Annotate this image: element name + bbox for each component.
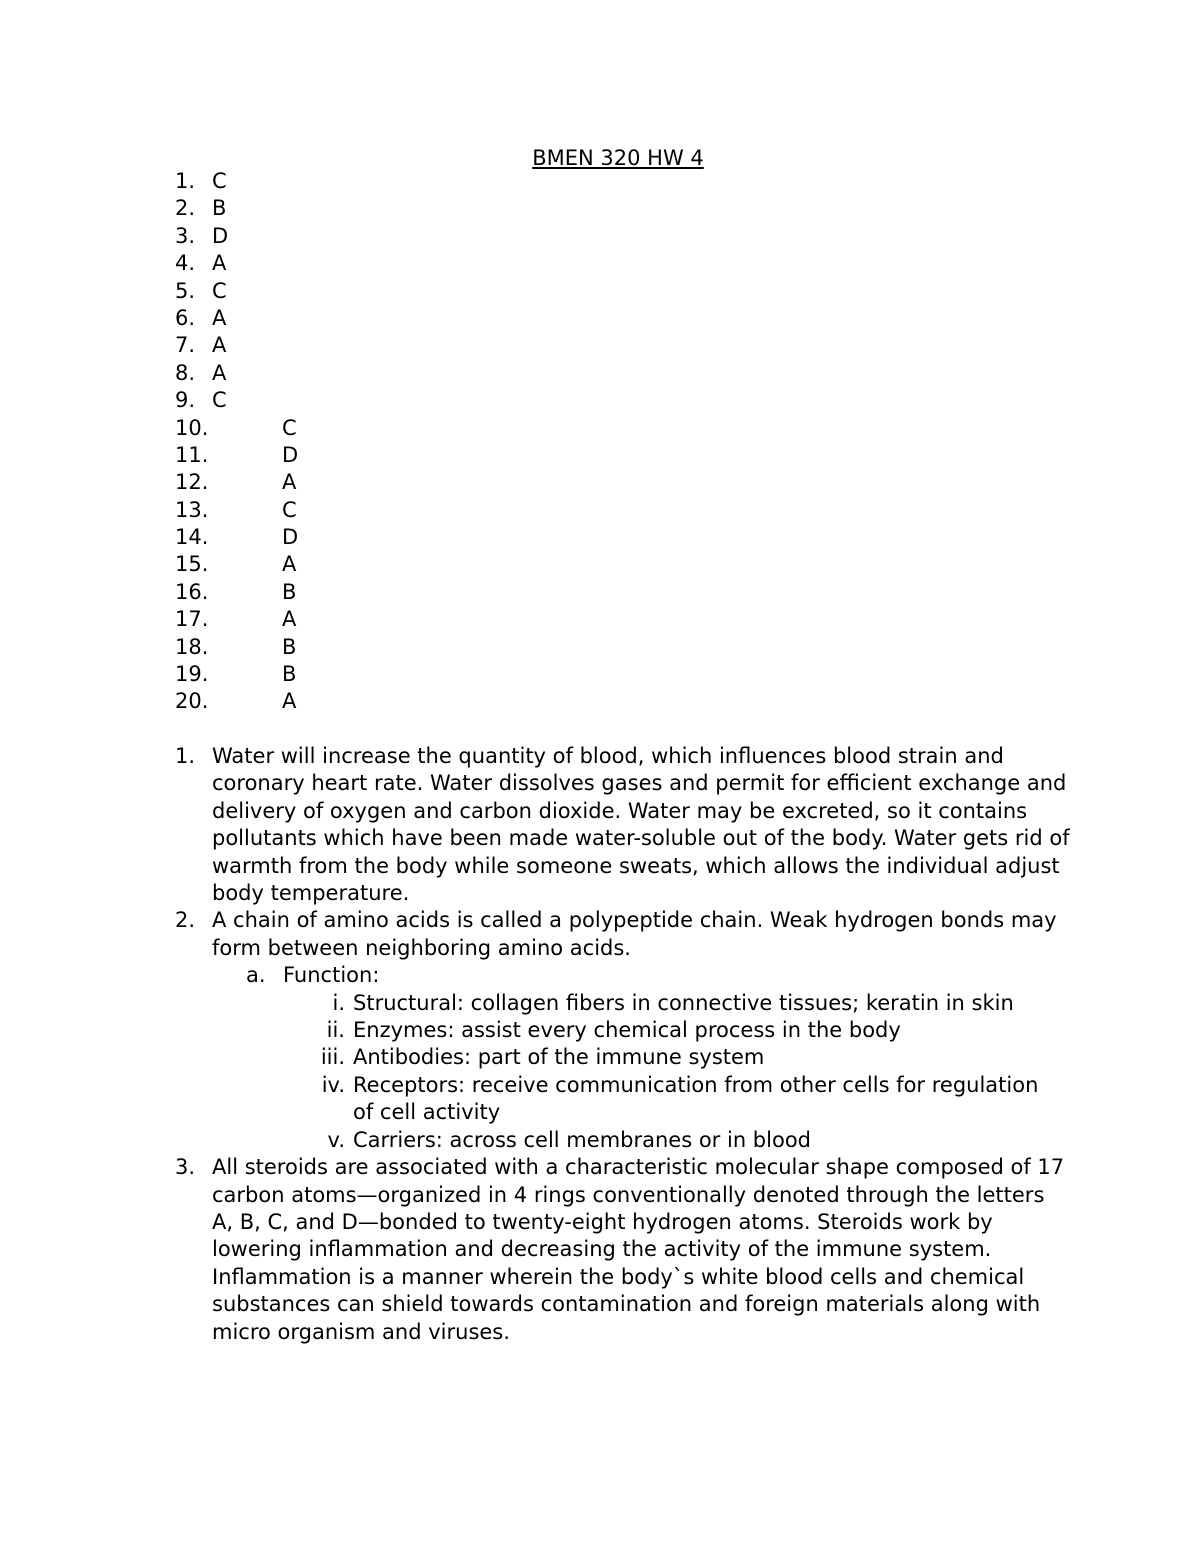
- mc-answer-row: [0, 661, 600, 688]
- mc-answer-row: [0, 415, 600, 442]
- mc-number: 8.: [175, 360, 196, 385]
- mc-answer: A: [212, 251, 227, 276]
- short-answer-text: A chain of amino acids is called a polypeptide chain. Weak hydrogen bonds may form between neighboring amino acids.: [212, 908, 1057, 960]
- function-item-text: Structural: collagen fibers in connective tissues; keratin in skin: [353, 990, 1014, 1015]
- short-answer-text: Water will increase the quantity of blood, which influences blood strain and coronary heart rate. Water dissolves gases and permit for efficient exchange and delivery of oxygen and carbon dioxide. Water may be excreted, so it contains pollutants which have been made water-soluble out of the body. Water gets rid of warmth from the body while someone sweats, which allows the individual adjust body temperature.: [212, 744, 1070, 906]
- mc-answer-row: [0, 332, 600, 359]
- roman-numeral: i.: [332, 990, 345, 1015]
- mc-answer-row: [0, 579, 600, 606]
- mc-number: 2.: [175, 196, 196, 221]
- mc-answer-row: [0, 305, 600, 332]
- mc-answer: A: [282, 470, 297, 495]
- mc-answer: B: [282, 662, 297, 687]
- function-subsection: [0, 962, 1083, 989]
- mc-answer-row: [0, 442, 600, 469]
- mc-number: 14.: [175, 525, 209, 550]
- mc-answer: A: [212, 360, 227, 385]
- roman-numeral: iii.: [320, 1045, 345, 1070]
- mc-answer: C: [282, 415, 297, 440]
- mc-answer-row: [0, 250, 600, 277]
- mc-answer: D: [282, 442, 299, 467]
- subsection-label: Function:: [283, 963, 380, 988]
- mc-number: 12.: [175, 470, 209, 495]
- mc-number: 13.: [175, 497, 209, 522]
- mc-answer: C: [212, 169, 227, 193]
- mc-number: 4.: [175, 251, 196, 276]
- function-item-text: Enzymes: assist every chemical process in the body: [353, 1018, 901, 1043]
- short-answer-1: [0, 743, 1072, 907]
- mc-answer-row: [0, 634, 600, 661]
- mc-answer-row: [0, 168, 600, 195]
- mc-number: 17.: [175, 607, 209, 632]
- function-item-text: Carriers: across cell membranes or in blood: [353, 1127, 811, 1152]
- mc-answer: B: [282, 634, 297, 659]
- mc-answer-row: [0, 469, 600, 496]
- function-item-text: Receptors: receive communication from other cells for regulation of cell activity: [353, 1072, 1039, 1125]
- document-title: BMEN 320 HW 4: [532, 146, 704, 170]
- mc-number: 16.: [175, 579, 209, 604]
- mc-answer-row: [0, 606, 600, 633]
- mc-answer: C: [212, 278, 227, 303]
- mc-number: 3.: [175, 223, 196, 248]
- subsection-letter: a.: [246, 963, 266, 988]
- multiple-choice-answer-list: [0, 168, 600, 716]
- mc-answer: A: [212, 305, 227, 330]
- mc-answer-row: [0, 278, 600, 305]
- mc-answer: C: [282, 497, 297, 522]
- mc-number: 1.: [175, 169, 196, 193]
- mc-answer: A: [282, 607, 297, 632]
- mc-answer: D: [212, 223, 229, 248]
- function-item: [0, 1044, 1063, 1071]
- mc-answer-row: [0, 551, 600, 578]
- roman-numeral: v.: [327, 1127, 345, 1152]
- short-answer-list: [0, 743, 1200, 1346]
- mc-answer-row: [0, 223, 600, 250]
- mc-answer: B: [212, 196, 227, 221]
- short-answer-number: 2.: [175, 908, 196, 933]
- mc-answer: B: [282, 579, 297, 604]
- roman-numeral: ii.: [326, 1018, 345, 1043]
- mc-number: 9.: [175, 388, 196, 413]
- mc-answer-row: [0, 387, 600, 414]
- mc-number: 6.: [175, 305, 196, 330]
- mc-answer-row: [0, 360, 600, 387]
- mc-number: 19.: [175, 662, 209, 687]
- mc-number: 18.: [175, 634, 209, 659]
- short-answer-text: All steroids are associated with a characteristic molecular shape composed of 17 carbon atoms—organized in 4 rings conventionally denoted through the letters A, B, C, and D—bonded to twenty-eight hydrogen atoms. Steroids work by lowering inflammation and decreasing the activity of the immune system. Inflammation is a manner wherein the body`s white blood cells and chemical substances can shield towards contamination and foreign materials along with micro organism and viruses.: [212, 1155, 1065, 1344]
- function-item: [0, 990, 1063, 1017]
- function-item: [0, 1017, 1063, 1044]
- mc-number: 10.: [175, 415, 209, 440]
- mc-answer: A: [212, 333, 227, 358]
- mc-answer: A: [282, 689, 297, 714]
- function-item: [0, 1127, 1063, 1154]
- mc-answer-row: [0, 497, 600, 524]
- function-item-text: Antibodies: part of the immune system: [353, 1045, 765, 1070]
- short-answer-2: [0, 907, 1072, 1154]
- function-item: [0, 1072, 1063, 1127]
- short-answer-3: [0, 1154, 1072, 1346]
- mc-answer: C: [212, 388, 227, 413]
- mc-number: 20.: [175, 689, 209, 714]
- mc-answer: D: [282, 525, 299, 550]
- mc-answer-row: [0, 195, 600, 222]
- mc-number: 11.: [175, 442, 209, 467]
- mc-number: 15.: [175, 552, 209, 577]
- mc-answer: A: [282, 552, 297, 577]
- mc-answer-row: [0, 688, 600, 715]
- mc-answer-row: [0, 524, 600, 551]
- mc-number: 5.: [175, 278, 196, 303]
- short-answer-number: 3.: [175, 1155, 196, 1180]
- short-answer-number: 1.: [175, 744, 196, 768]
- mc-number: 7.: [175, 333, 196, 358]
- roman-numeral: iv.: [321, 1072, 345, 1097]
